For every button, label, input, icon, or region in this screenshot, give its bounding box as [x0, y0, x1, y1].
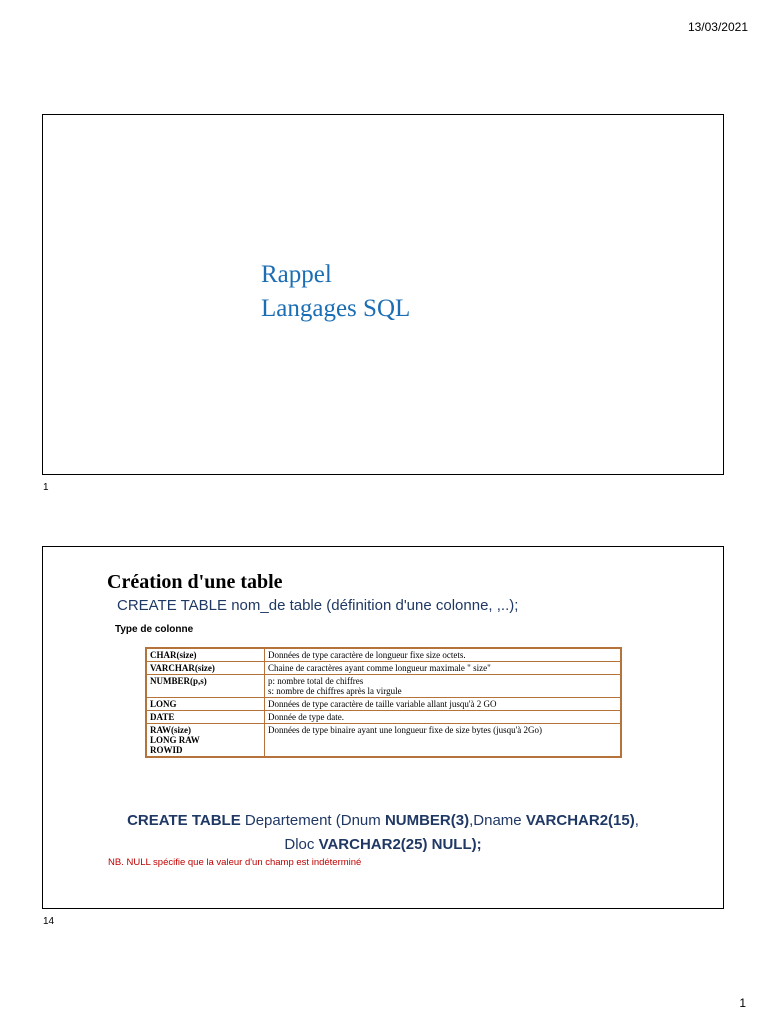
page-number: 1 [739, 996, 746, 1010]
type-name-cell [146, 724, 265, 758]
table-row [146, 698, 621, 711]
type-name-cell [146, 662, 265, 675]
table-row [146, 648, 621, 662]
type-name-cell [146, 648, 265, 662]
type-description: Données de type binaire ayant une longueur fixe de size bytes (jusqu'à 2Go) [268, 725, 543, 735]
table-row [146, 662, 621, 675]
table-row [146, 675, 621, 698]
type-name: CHAR(size) [150, 650, 197, 660]
type-description: Chaine de caractères ayant comme longueur maximale " size" [268, 663, 491, 673]
keyword-number: NUMBER(3) [384, 812, 470, 829]
slide-2-number: 14 [43, 916, 55, 927]
type-description-cell [265, 711, 622, 724]
keyword-create-table: CREATE TABLE [127, 812, 241, 829]
type-name: NUMBER(p,s) [150, 676, 207, 686]
example-text: Departement (Dnum [240, 812, 385, 829]
slide-2-title: Création d'une table [107, 571, 283, 593]
type-description: Donnée de type date. [268, 712, 344, 722]
keyword-varchar2-15: VARCHAR2(15) [525, 812, 635, 829]
table-row [146, 724, 621, 758]
type-name: VARCHAR(size) [150, 663, 215, 673]
slide-1-title [261, 258, 410, 326]
type-description-cell [265, 675, 622, 698]
example-text: ,Dname [469, 812, 526, 829]
keyword-varchar2-25-null: VARCHAR2(25) NULL); [318, 836, 482, 853]
column-type-label: Type de colonne [115, 624, 194, 635]
slide-1-number: 1 [43, 482, 49, 493]
type-description-cell [265, 662, 622, 675]
column-types-table [145, 647, 622, 758]
type-name: DATE [150, 712, 175, 722]
type-name: LONG RAW [150, 735, 200, 745]
create-table-example [43, 809, 723, 857]
slide-2 [42, 546, 724, 909]
type-description-cell [265, 648, 622, 662]
type-description: s: nombre de chiffres après la virgule [268, 686, 402, 696]
title-line: Rappel [261, 261, 332, 288]
slide-1 [42, 114, 724, 475]
table-row [146, 711, 621, 724]
create-table-syntax: CREATE TABLE nom_de table (définition d'une colonne, ,..); [117, 597, 519, 614]
type-name: LONG [150, 699, 177, 709]
type-description-cell [265, 724, 622, 758]
type-name: ROWID [150, 745, 183, 755]
document-date: 13/03/2021 [687, 20, 748, 34]
example-text: Dloc [284, 836, 319, 853]
null-note: NB. NULL spécifie que la valeur d'un champ est indéterminé [108, 857, 362, 868]
type-name: RAW(size) [150, 725, 191, 735]
type-description: Données de type caractère de longueur fixe size octets. [268, 650, 466, 660]
title-line: Langages SQL [261, 295, 411, 322]
example-text: , [634, 812, 639, 829]
type-description-cell [265, 698, 622, 711]
type-name-cell [146, 675, 265, 698]
type-description: p: nombre total de chiffres [268, 676, 364, 686]
type-description: Données de type caractère de taille variable allant jusqu'à 2 GO [268, 699, 497, 709]
type-name-cell [146, 698, 265, 711]
type-name-cell [146, 711, 265, 724]
